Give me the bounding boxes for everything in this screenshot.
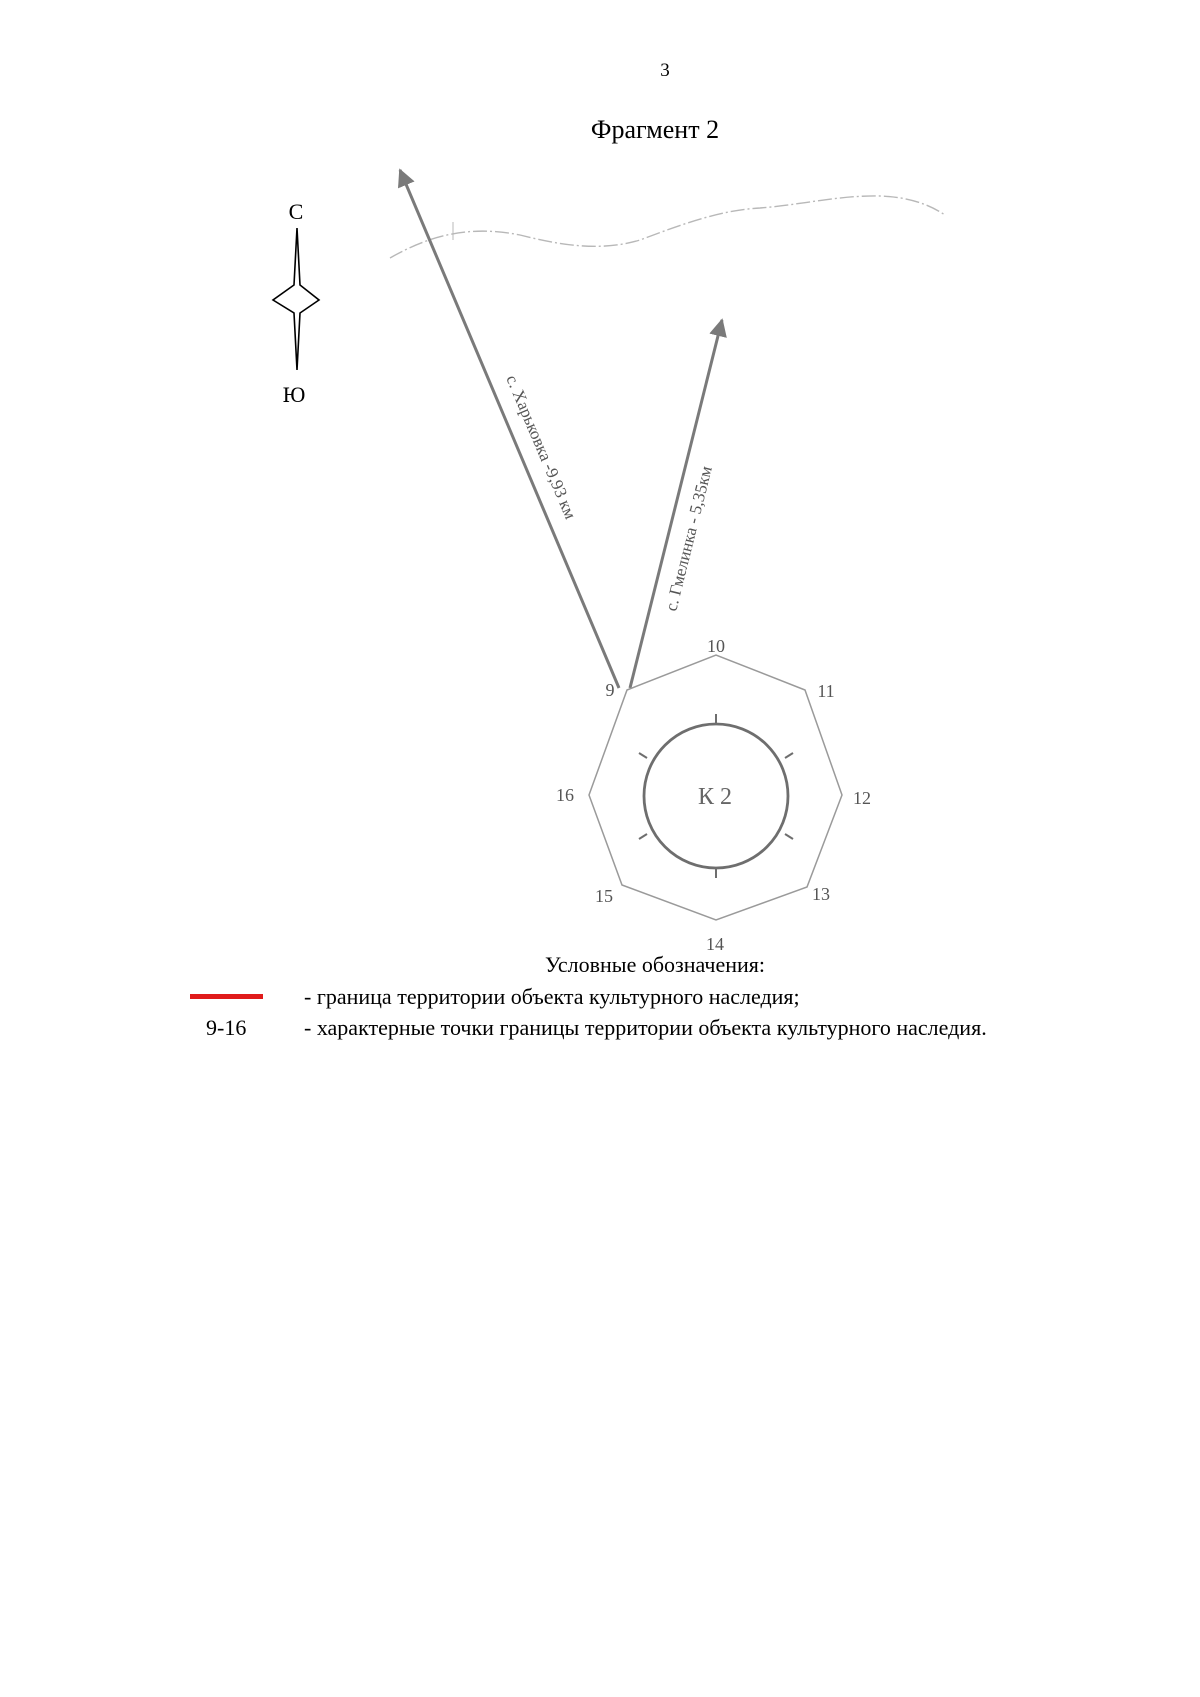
legend-points-description: - характерные точки границы территории объекта культурного наследия. <box>304 1015 987 1040</box>
compass-south-label: Ю <box>282 382 306 407</box>
red-line-icon <box>190 994 263 999</box>
fragment-title: Фрагмент 2 <box>590 115 720 144</box>
mound-k2 <box>639 714 793 878</box>
object-label: К 2 <box>697 784 733 810</box>
legend-points-symbol <box>190 1013 263 1043</box>
legend-item-points <box>190 1013 1090 1043</box>
direction-arrow-gmelinka <box>630 320 722 688</box>
point-label-14: 14 <box>706 934 724 954</box>
point-label-15: 15 <box>595 886 613 906</box>
legend-item-boundary <box>190 982 1090 1012</box>
compass-north-label: С <box>288 199 304 224</box>
direction-label-kharkovka: с. Харьковка -9,93 км <box>502 372 581 522</box>
point-label-13: 13 <box>812 884 830 904</box>
legend-points-symbol-text: 9-16 <box>206 1015 247 1040</box>
point-label-10: 10 <box>707 636 725 656</box>
direction-arrow-kharkovka <box>400 170 619 688</box>
compass-icon <box>273 199 319 407</box>
legend-boundary-description: - граница территории объекта культурного наследия; <box>304 984 800 1009</box>
direction-label-gmelinka: с. Гмелинка - 5,35км <box>661 464 716 613</box>
point-label-9: 9 <box>605 680 615 700</box>
legend-title: Условные обозначения: <box>544 952 766 977</box>
river-line <box>390 196 945 258</box>
point-label-11: 11 <box>817 681 835 701</box>
legend-boundary-symbol <box>190 982 263 1012</box>
point-label-12: 12 <box>853 788 871 808</box>
point-label-16: 16 <box>556 785 574 805</box>
page-number: 3 <box>660 60 670 81</box>
